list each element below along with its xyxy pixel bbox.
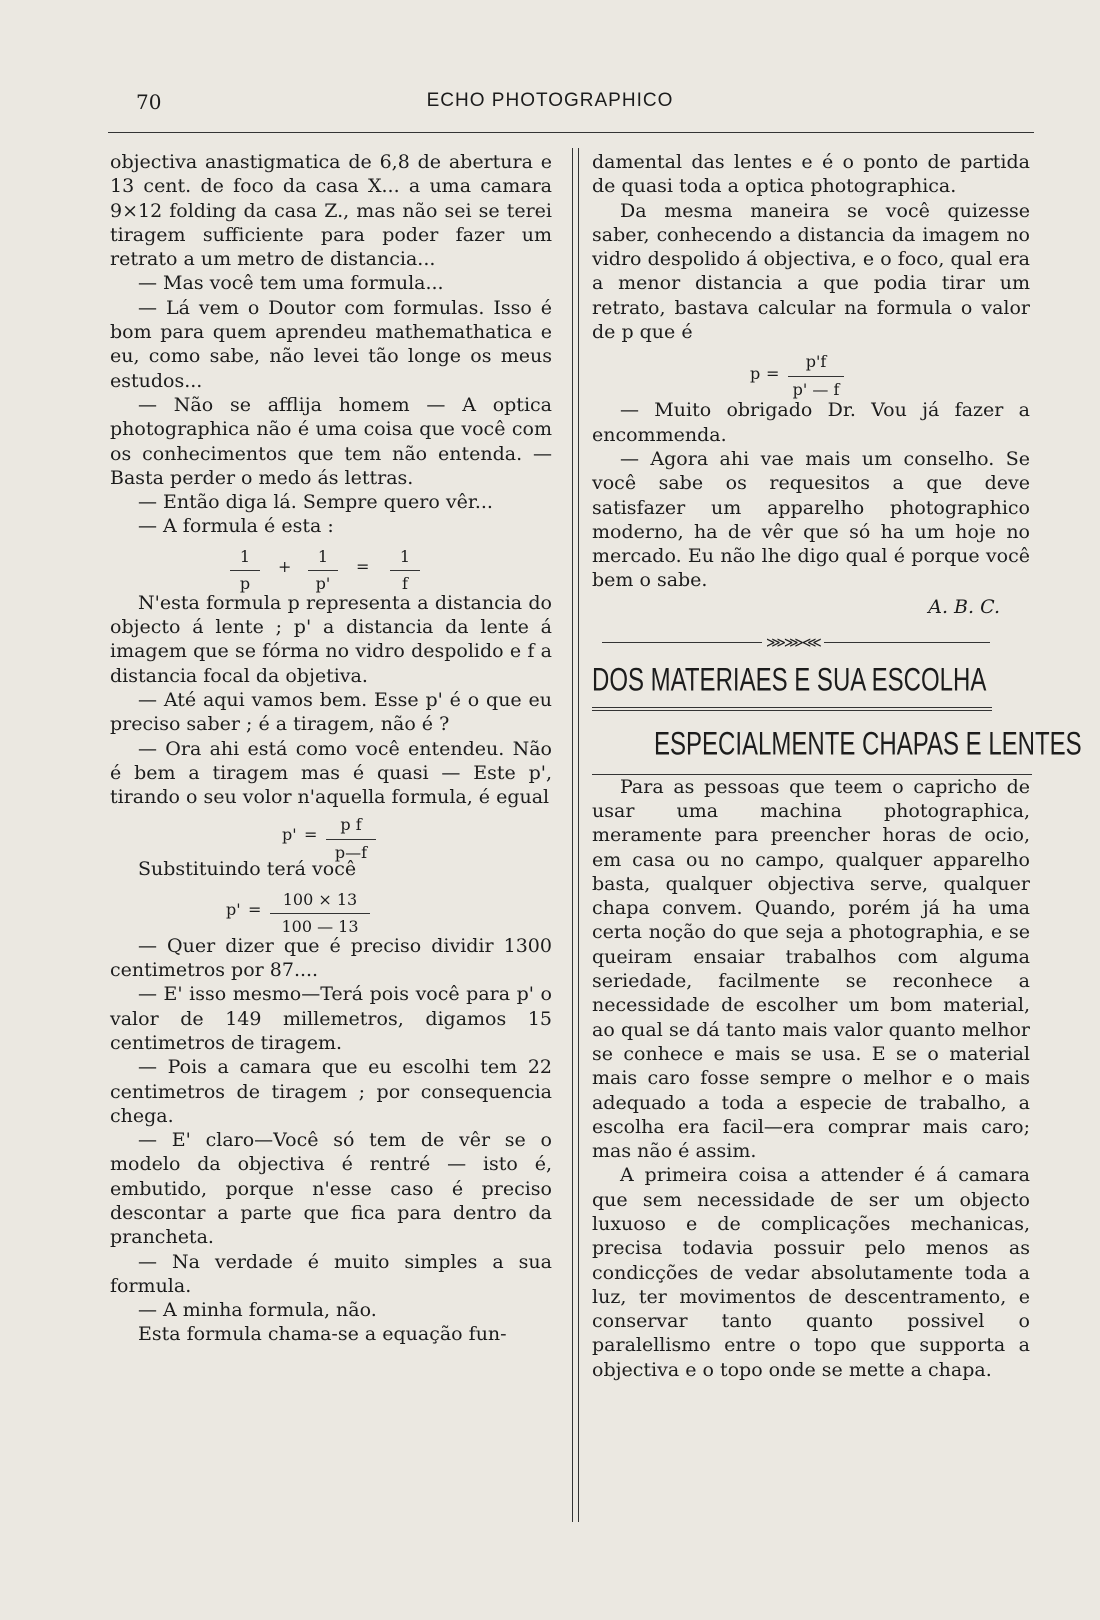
formula-p-prime [110,811,552,862]
paragraph: — Até aqui vamos bem. Esse p' é o que eu preciso saber ; é a tiragem, não é ? [110,688,552,736]
paragraph: — Na verdade é muito simples a sua formula. [110,1250,552,1297]
paragraph: — Muito obrigado Dr. Vou já fazer a encommenda. [592,399,1030,446]
section-subtitle: ESPECIALMENTE CHAPAS E LENTES [654,726,1082,764]
paragraph: — Pois a camara que eu escolhi tem 22 centimetros de tiragem ; por consequencia chega. [110,1056,552,1127]
paragraph: Esta formula chama-se a equação fun- [138,1323,507,1346]
formula-lhs: p [750,364,761,384]
lens-equation [110,541,552,594]
paragraph: — Quer dizer que é preciso dividir 1300 centimetros por 87.... [110,934,552,982]
numerator: 1 [230,545,260,571]
fraction [390,545,420,597]
paragraph: — Mas você tem uma formula... [138,272,444,295]
page-header [0,88,1100,118]
paragraph: objectiva anastigmatica de 6,8 de abertura e 13 cent. de foco da casa X... a uma camara 9×12 folding da casa Z., mas não sei se terei tiragem sufficiente para poder fazer um retrato a um metro de distancia... [110,151,552,271]
denominator: p—f [334,842,368,862]
paragraph: A primeira coisa a attender é á camara que sem necessidade de ser um objecto luxuoso e de complicações mechanicas, precisa todavia possuir pelo menos as condicções de vedar absolutamente toda a luz, ter movimentos de descentramento, e conservar tanto quanto possivel o paralellismo entre o topo que supporta a objectiva e o topo onde se mette a chapa. [592,1164,1030,1381]
page-number: 70 [136,90,162,114]
header-rule [108,132,1034,133]
denominator: p' [315,574,331,594]
denominator: p' — f [792,379,840,399]
fraction [326,813,376,865]
fraction [230,545,260,597]
paragraph: — Agora ahi vae mais um conselho. Se você sabe os requesitos a que deve satisfazer um apparelho photographico moderno, ha de vêr que só ha um hoje no mercado. Eu não lhe digo qual é porque você bem o sabe. [592,447,1030,592]
fraction [270,888,370,940]
paragraph: — Ora ahi está como você entendeu. Não é bem a tiragem mas é quasi — Este p', tirando o seu volor n'aquella formula, é egual [110,737,552,809]
paragraph: — A minha formula, não. [138,1299,377,1322]
formula-lhs: p' [226,899,241,919]
paragraph: — Então diga lá. Sempre quero vêr... [138,491,493,514]
numerator: p f [326,813,376,839]
paragraph: N'esta formula p representa a distancia do objecto á lente ; p' a distancia da lente á imagem que se fórma no vidro despolido e f a distancia focal da objetiva. [110,591,552,687]
formula-p [592,346,1030,399]
ornament-glyph: ⋙⋙⋘ [762,631,824,655]
paragraph: Para as pessoas que teem o capricho de usar uma machina photographica, meramente para preencher horas de ocio, em casa ou no campo, qualquer apparelho basta, qualquer objectiva serve, qualquer chapa convem. Quando, porém já ha uma certa noção do que seja a photographia, e se queiram ensaiar trabalhos com alguma seriedade, facilmente se reconhece a necessidade de escolher um bom material, ao qual se dá tanto mais valor quanto melhor se conhece e mais se usa. E se o material mais caro fosse sempre o melhor e o mais adequado a toda a especie de trabalho, a escolha era facil—era comprar mais caro; mas não é assim. [592,775,1030,1163]
section-ornament [592,631,1030,655]
paragraph: — E' isso mesmo—Terá pois você para p' o valor de 149 millemetros, digamos 15 centimetros de tiragem. [110,983,552,1054]
running-title: ECHO PHOTOGRAPHICO [426,90,674,111]
formula-substitution [110,884,552,937]
denominator: p [239,574,251,594]
left-column [110,150,552,1347]
numerator: 1 [390,545,420,571]
paragraph: — Lá vem o Doutor com formulas. Isso é bom para quem aprendeu mathemathatica e eu, como sabe, não levei tão longe os meus estudos... [110,296,552,392]
paragraph: — E' claro—Você só tem de vêr se o modelo da objectiva é rentré — isto é, embutido, porque n'esse caso é preciso descontar a parte que fica para dentro da prancheta. [110,1129,552,1249]
formula-lhs: p' [282,825,297,845]
numerator: 100 × 13 [270,888,370,914]
equals-sign: = [304,825,318,845]
plus-sign: + [278,556,292,576]
section-title: DOS MATERIAES E SUA ESCOLHA [592,662,987,699]
equals-sign: = [766,364,780,384]
paragraph: — A formula é esta : [138,515,334,538]
numerator: 1 [308,545,338,571]
equals-sign: = [356,556,370,576]
denominator: 100 — 13 [281,917,359,937]
right-column [592,150,1082,1382]
numerator: p'f [788,350,844,376]
equals-sign: = [248,899,262,919]
denominator: f [402,574,408,594]
fraction [788,350,844,402]
paragraph: — Não se afflija homem — A optica photographica não é uma coisa que você com os conhecimentos que tem não entenda. — Basta perder o medo ás lettras. [110,393,552,489]
paragraph: damental das lentes e é o ponto de partida de quasi toda a optica photographica. [592,151,1030,198]
column-divider [572,148,579,1522]
title-rule [592,707,992,711]
paragraph: Da mesma maneira se você quizesse saber, conhecendo a distancia da imagem no vidro despolido á objectiva, e o foco, qual era a menor distancia a que podia tirar um retrato, bastava calcular na formula o valor de p que é [592,199,1030,344]
paragraph: Substituindo terá você [138,858,357,881]
author-signature: A. B. C. [928,595,1000,618]
fraction [308,545,338,597]
